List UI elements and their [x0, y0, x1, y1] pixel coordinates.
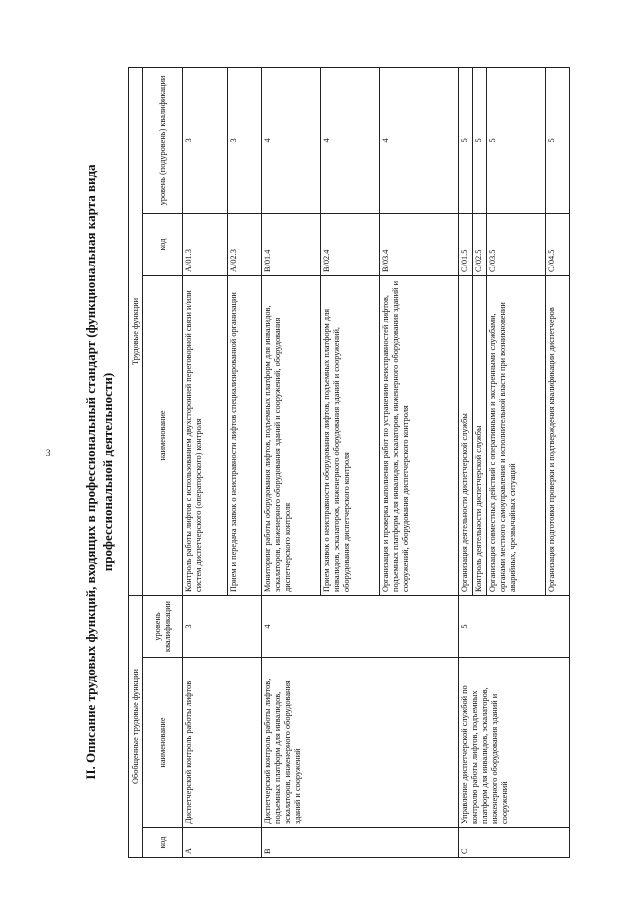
function-code: B/02.4: [320, 213, 379, 275]
function-name: Прием заявок о неисправности оборудования лифтов, подъемных платформ для инвалидов, эскалаторов, инженерного оборудования зданий и сооружений, оборудования диспетчерского контроля: [320, 275, 379, 595]
functional-map-table-container: [128, 68, 570, 858]
header-function-code: код: [143, 213, 183, 275]
function-code: C/01.5: [458, 213, 472, 275]
header-group-code: код: [143, 828, 183, 858]
function-level: 4: [262, 67, 321, 213]
header-function-name: наименование: [143, 275, 183, 595]
function-level: 5: [545, 67, 569, 213]
header-group-name: наименование: [143, 658, 183, 828]
function-name: Контроль деятельности диспетчерской службы: [472, 275, 486, 595]
group-level: 4: [262, 595, 459, 657]
group-code: A: [183, 828, 262, 858]
section-heading-line-2: профессиональной деятельности): [100, 372, 115, 572]
function-level: 4: [379, 67, 458, 213]
table-row: [183, 67, 228, 857]
table-row: [262, 67, 321, 857]
page-number: 3: [46, 448, 51, 458]
function-level: 5: [458, 67, 472, 213]
function-code: C/03.5: [486, 213, 545, 275]
function-level: 3: [227, 67, 261, 213]
function-level: 5: [486, 67, 545, 213]
group-level: 5: [458, 595, 569, 657]
function-code: A/01.3: [183, 213, 228, 275]
table-row: [458, 67, 472, 857]
function-code: B/01.4: [262, 213, 321, 275]
group-code: C: [458, 828, 569, 858]
section-heading-line-1: II. Описание трудовых функций, входящих в профессиональный стандарт (функциональная карта вида: [83, 164, 98, 780]
header-generalized: Обобщенные трудовые функции: [129, 595, 143, 857]
function-name: Организация совместных действий с оперативными и экстренными службами, органами местного самоуправления и исполнительной власти при возникновении аварийных, чрезвычайных ситуаций: [486, 275, 545, 595]
function-level: 3: [183, 67, 228, 213]
functional-map-table: [128, 67, 570, 858]
function-name: Организация и проверка выполнения работ по устранению неисправностей лифтов, подъемных платформ для инвалидов, эскалаторов, инженерного оборудования зданий и сооружений, оборудования диспетчерского контроля: [379, 275, 458, 595]
function-level: 4: [320, 67, 379, 213]
function-name: Контроль работы лифтов с использованием двухсторонней переговорной связи и/или систем диспетчерского (операторского) контроля: [183, 275, 228, 595]
group-name: Управление диспетчерской службой по контролю работы лифтов, подъемных платформ для инвалидов, эскалаторов, инженерного оборудования зданий и сооружений: [458, 658, 569, 828]
function-code: A/02.3: [227, 213, 261, 275]
function-code: C/04.5: [545, 213, 569, 275]
function-name: Мониторинг работы оборудования лифтов, подъемных платформ для инвалидов, эскалаторов, инженерного оборудования зданий и сооружений, оборудования диспетчерского контроля: [262, 275, 321, 595]
group-name: Диспетчерский контроль работы лифтов: [183, 658, 262, 828]
group-name: Диспетчерский контроль работы лифтов, подъемных платформ для инвалидов, эскалаторов, инженерного оборудования зданий и сооружений: [262, 658, 459, 828]
section-heading: [82, 92, 116, 852]
function-level: 5: [472, 67, 486, 213]
header-function-level: уровень (подуровень) квалификации: [143, 67, 183, 213]
group-code: B: [262, 828, 459, 858]
function-code: C/02.5: [472, 213, 486, 275]
header-group-level: уровень квалификации: [143, 595, 183, 657]
function-code: B/03.4: [379, 213, 458, 275]
header-labor-functions: Трудовые функции: [129, 67, 143, 595]
function-name: Прием и передача заявок о неисправности лифтов специализированной организации: [227, 275, 261, 595]
function-name: Организация деятельности диспетчерской службы: [458, 275, 472, 595]
function-name: Организация подготовки проверки и подтверждения квалификации диспетчеров: [545, 275, 569, 595]
group-level: 3: [183, 595, 262, 657]
